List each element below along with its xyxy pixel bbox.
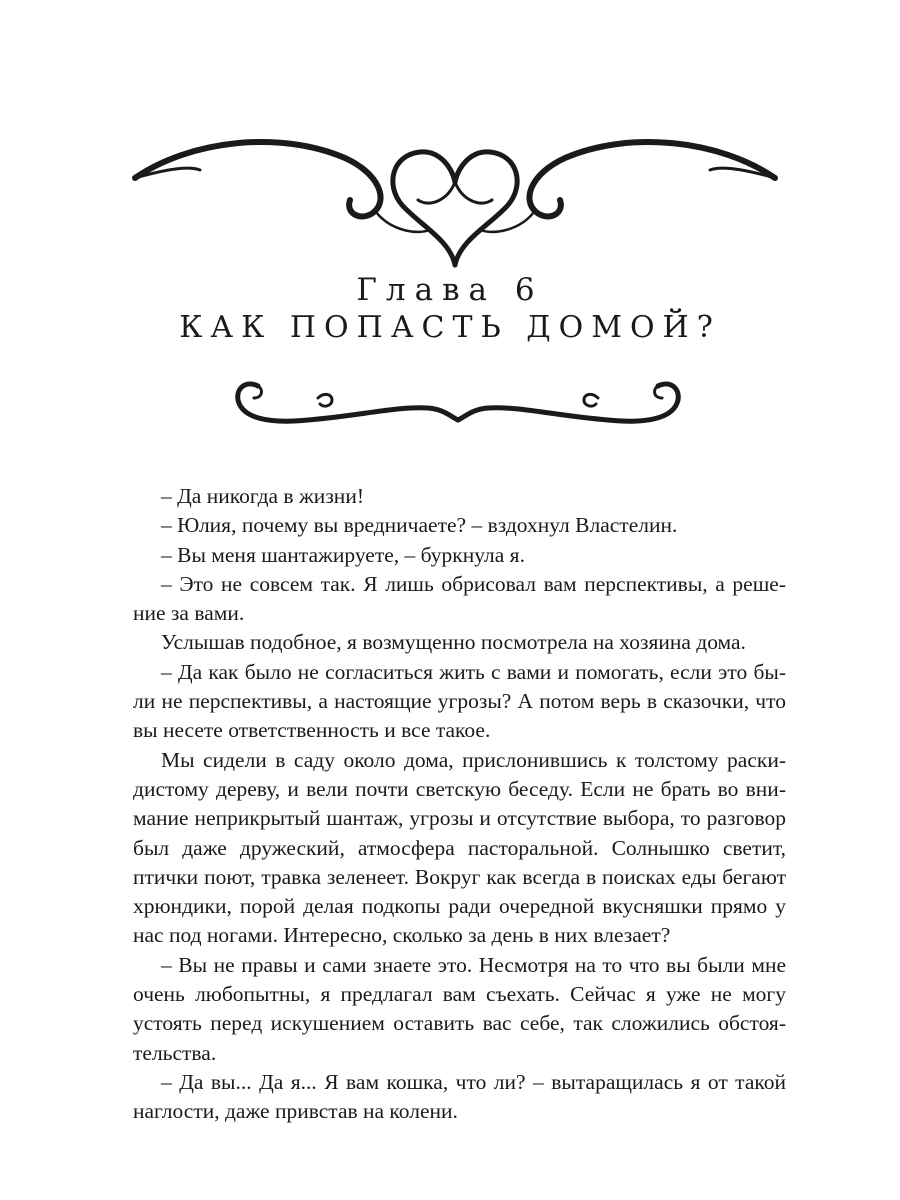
paragraph: – Да вы... Да я... Я вам кошка, что ли? – вытаращилась я от такой наглости, даже привстав на колени. (133, 1069, 786, 1124)
paragraph: – Да никогда в жизни! (161, 484, 364, 508)
paragraph: – Вы не правы и сами знаете это. Несмотря на то что вы были мне очень любопытны, я предлагал вам съехать. Сейчас я уже не могу устоять перед искушением оставить вас себе, так сложились обстоятельства. (133, 952, 786, 1065)
paragraph: – Да как было не согласиться жить с вами и помогать, если это были не перспективы, а настоящие угрозы? А потом верь в сказочки, что вы несете ответственность и все такое. (133, 659, 786, 743)
paragraph: Мы сидели в саду около дома, прислонившись к толстому раскидистому дереву, и вели почти светскую беседу. Если не брать во внимание неприкрытый шантаж, угрозы и отсутствие выбора, то разговор был даже дружеский, атмосфера пасторальной. Солнышко светит, птички поют, травка зеленеет. Вокруг как всегда в поисках еды бегают хрюндики, порой делая подкопы ради очередной вкусняшки прямо у нас под ногами. Интересно, сколько за день в них влезает? (133, 747, 786, 948)
paragraph: – Юлия, почему вы вредничаете? – вздохнул Властелин. (161, 513, 678, 538)
scroll-flourish-ornament (228, 368, 688, 430)
chapter-number: Глава 6 (356, 272, 544, 308)
paragraph: – Вы меня шантажируете, – буркнула я. (161, 542, 525, 567)
chapter-title: КАК ПОПАСТЬ ДОМОЙ? (179, 310, 721, 345)
chapter-body (133, 482, 786, 1127)
paragraph: Услышав подобное, я возмущенно посмотрела на хозяина дома. (161, 630, 746, 655)
heart-flourish-ornament (130, 130, 780, 270)
paragraph: – Это не совсем так. Я лишь обрисовал вам перспективы, а решение за вами. (133, 571, 786, 626)
